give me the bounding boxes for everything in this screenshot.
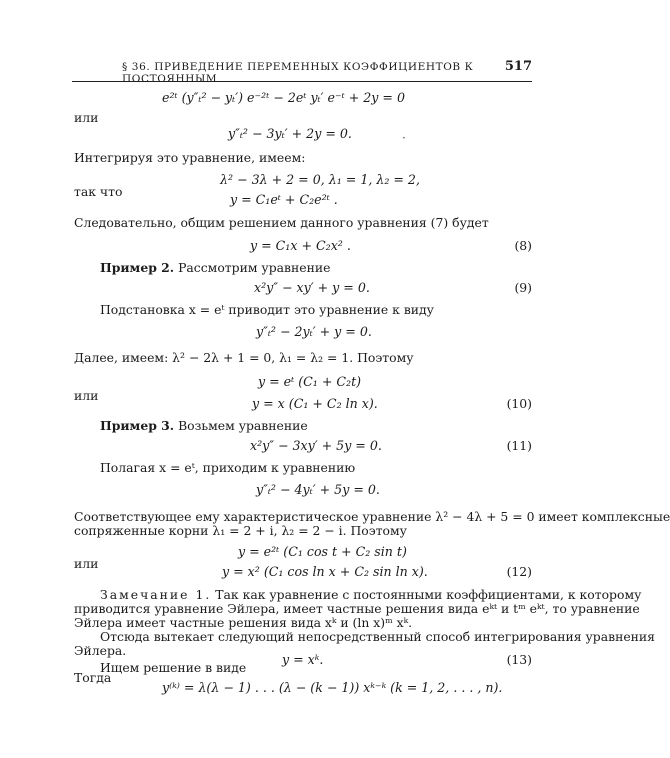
equation-solution-t: y = C₁eᵗ + C₂e²ᵗ . xyxy=(230,192,338,207)
example-2-heading xyxy=(100,260,330,276)
equation-number-9: (9) xyxy=(514,280,532,295)
equation-9: x²y″ − xy′ + y = 0. xyxy=(254,280,370,295)
text-integrating: Интегрируя это уравнение, имеем: xyxy=(74,150,306,165)
word-ili: или xyxy=(74,110,99,125)
equation-number-8: (8) xyxy=(514,238,532,253)
remark-text: Так как уравнение с постоянными коэффициентами, к которому xyxy=(215,587,642,602)
equation-characteristic-1: λ² − 3λ + 2 = 0, λ₁ = 1, λ₂ = 2, xyxy=(220,172,420,187)
equation-number-11: (11) xyxy=(506,438,532,453)
example-3-heading xyxy=(100,418,308,434)
paragraph-line: Отсюда вытекает следующий непосредственный способ интегрирования уравнения xyxy=(100,629,656,644)
example-2-text: Рассмотрим уравнение xyxy=(178,260,331,275)
text-tak-chto: так что xyxy=(74,184,123,199)
equation-ex2-solution-t: y = eᵗ (C₁ + C₂t) xyxy=(258,374,362,389)
page-number: 517 xyxy=(504,59,532,74)
header-title: § 36. ПРИВЕДЕНИЕ ПЕРЕМЕННЫХ КОЭФФИЦИЕНТОВ К ПОСТОЯННЫМ xyxy=(122,61,474,85)
equation-transformed: y″ₜ² − 3yₜ′ + 2y = 0. xyxy=(228,126,352,141)
equation-ex3-transformed: y″ₜ² − 4yₜ′ + 5y = 0. xyxy=(256,482,380,497)
equation-11: x²y″ − 3xy′ + 5y = 0. xyxy=(250,438,382,453)
example-3-text: Возьмем уравнение xyxy=(178,418,308,433)
word-ili-3: или xyxy=(74,556,99,571)
equation-number-13: (13) xyxy=(506,652,532,667)
text-further: Далее, имеем: λ² − 2λ + 1 = 0, λ₁ = λ₂ = 1. Поэтому xyxy=(74,350,414,365)
remark-line xyxy=(74,587,642,602)
equation-ex2-transformed: y″ₜ² − 2yₜ′ + y = 0. xyxy=(256,324,372,339)
equation-number-12: (12) xyxy=(506,564,532,579)
equation-substitution: e²ᵗ (y″ₜ² − yₜ′) e⁻²ᵗ − 2eᵗ yₜ′ e⁻ᵗ + 2y = 0 xyxy=(162,90,405,105)
equation-10: y = x (C₁ + C₂ ln x). xyxy=(252,396,378,411)
equation-number-10: (10) xyxy=(506,396,532,411)
equation-8: y = C₁x + C₂x² . xyxy=(250,238,351,253)
remark-label: Замечание 1. xyxy=(100,587,212,602)
remark-line: приводится уравнение Эйлера, имеет частные решения вида eᵏᵗ и tᵐ eᵏᵗ, то уравнение xyxy=(74,601,640,616)
paragraph-characteristic xyxy=(74,509,670,538)
remark-1 xyxy=(74,587,642,630)
running-header xyxy=(72,57,532,85)
equation-ex3-solution-t: y = e²ᵗ (C₁ cos t + C₂ sin t) xyxy=(238,544,407,559)
text-togda: Тогда xyxy=(74,670,112,685)
equation-12: y = x² (C₁ cos ln x + C₂ sin ln x). xyxy=(222,564,428,579)
equation-derivatives: y⁽ᵏ⁾ = λ(λ − 1) . . . (λ − (k − 1)) xᵏ⁻ᵏ (k = 1, 2, . . . , n). xyxy=(162,680,503,695)
paragraph-line: Эйлера. xyxy=(74,643,127,658)
paragraph-line: сопряженные корни λ₁ = 2 + i, λ₂ = 2 − i. Поэтому xyxy=(74,523,407,538)
text-setting: Полагая x = eᵗ, приходим к уравнению xyxy=(100,460,356,475)
word-ili-2: или xyxy=(74,388,99,403)
text-seek: Ищем решение в виде xyxy=(100,660,247,675)
stray-mark: · xyxy=(402,131,406,145)
text-substitution: Подстановка x = eᵗ приводит это уравнение к виду xyxy=(100,302,434,317)
example-2-label: Пример 2. xyxy=(100,260,175,275)
equation-13: y = xᵏ. xyxy=(282,652,324,667)
remark-line: Эйлера имеет частные решения вида xᵏ и (ln x)ᵐ xᵏ. xyxy=(74,615,413,630)
text-therefore: Следовательно, общим решением данного уравнения (7) будет xyxy=(74,215,489,230)
example-3-label: Пример 3. xyxy=(100,418,175,433)
paragraph-line: Соответствующее ему характеристическое уравнение λ² − 4λ + 5 = 0 имеет комплексные xyxy=(74,509,670,524)
